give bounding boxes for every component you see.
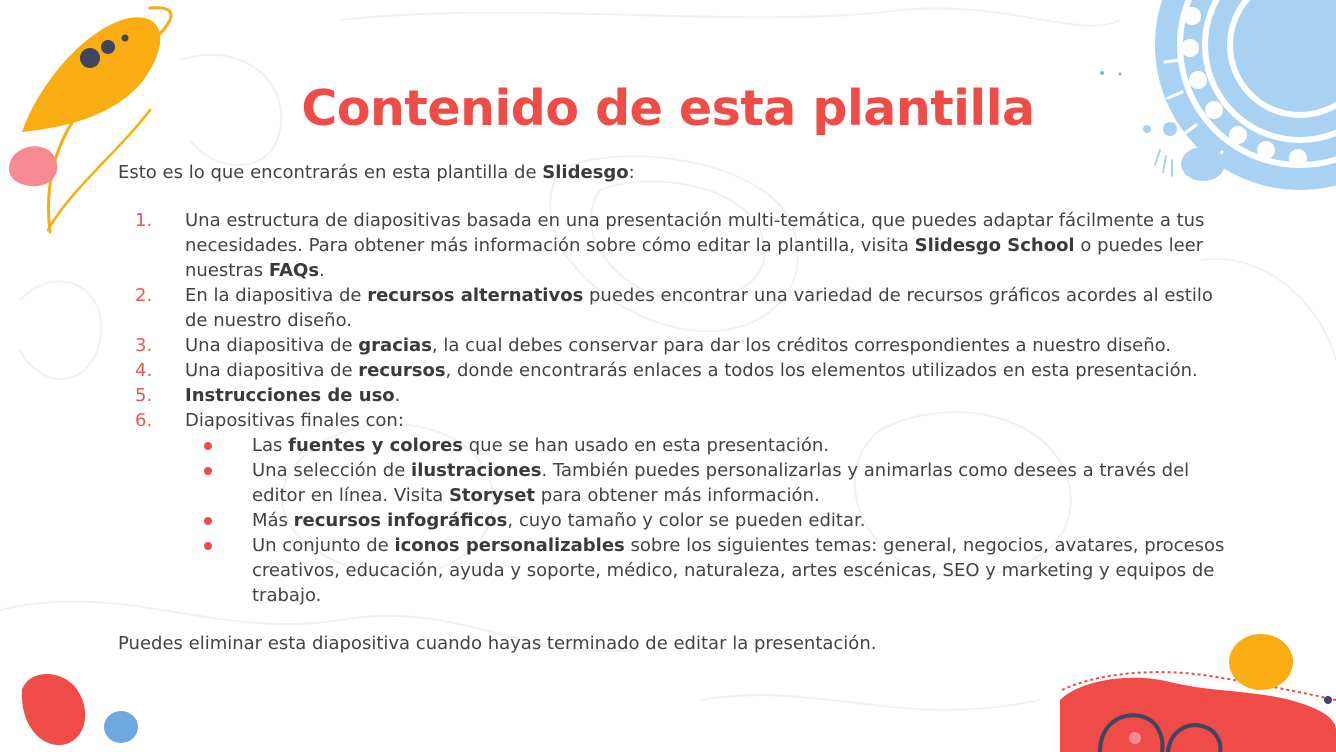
intro-end: : — [628, 162, 635, 183]
item-text: En la diapositiva de — [185, 285, 368, 306]
list-item — [118, 208, 1228, 283]
contents-list — [118, 208, 1228, 608]
item-text: Las — [252, 435, 289, 456]
intro-paragraph — [118, 160, 1228, 185]
list-item — [118, 333, 1228, 358]
list-item — [118, 283, 1228, 333]
item-text: Una selección de — [252, 460, 412, 481]
sub-list-item — [185, 533, 1228, 608]
item-text: para obtener más información. — [535, 485, 820, 506]
slide-title: Contenido de esta plantilla — [301, 80, 1035, 137]
storyset-link[interactable]: Storyset — [448, 485, 536, 506]
item-bold: ilustraciones — [411, 460, 542, 481]
brand-name: Slidesgo — [542, 162, 629, 183]
red-blob-decoration — [22, 674, 85, 745]
bullet-icon — [204, 517, 212, 525]
item-text: puedes encontrar una variedad de recursos gráficos acordes al estilo de nuestro diseño. — [185, 285, 1213, 331]
bullet-icon — [204, 442, 212, 450]
blue-dot-decoration — [104, 711, 138, 743]
pink-blob-decoration — [9, 146, 58, 186]
bullet-icon — [204, 467, 212, 475]
bullet-icon — [204, 542, 212, 550]
slidesgo-school-link[interactable]: Slidesgo School — [914, 235, 1075, 256]
item-bold: iconos personalizables — [394, 535, 625, 556]
item-text: Una diapositiva de — [185, 360, 359, 381]
list-item — [118, 383, 1228, 408]
item-bold: recursos — [358, 360, 446, 381]
list-number: 3. — [135, 335, 153, 356]
list-number: 5. — [135, 385, 153, 406]
item-text: Diapositivas finales con: — [185, 410, 404, 431]
item-bold: gracias — [358, 335, 432, 356]
list-number: 1. — [135, 210, 153, 231]
sub-list — [185, 433, 1228, 608]
item-text: , la cual debes conservar para dar los créditos correspondientes a nuestro diseño. — [431, 335, 1172, 356]
item-text: Un conjunto de — [252, 535, 395, 556]
item-bold: Instrucciones de uso — [185, 385, 395, 406]
item-bold: recursos infográficos — [293, 510, 508, 531]
sub-list-item — [185, 433, 1228, 458]
faqs-link[interactable]: FAQs — [268, 260, 320, 281]
list-number: 6. — [135, 410, 153, 431]
item-text: Una estructura de diapositivas basada en una presentación multi-temática, que puedes adaptar fácilmente a tus necesidades. Para obtener más información sobre cómo editar la plantilla, visita — [185, 210, 1205, 256]
outro-paragraph: Puedes eliminar esta diapositiva cuando hayas terminado de editar la presentación. — [118, 633, 877, 654]
intro-text: Esto es lo que encontrarás en esta plantilla de — [118, 162, 543, 183]
item-text: que se han usado en esta presentación. — [463, 435, 830, 456]
content-body — [118, 160, 1228, 656]
item-bold: fuentes y colores — [288, 435, 464, 456]
list-item — [118, 358, 1228, 383]
item-text: . — [394, 385, 401, 406]
item-text: , cuyo tamaño y color se pueden editar. — [507, 510, 866, 531]
item-text: o puedes leer nuestras — [185, 235, 1204, 281]
list-item — [118, 408, 1228, 608]
item-bold: recursos alternativos — [367, 285, 584, 306]
list-number: 4. — [135, 360, 153, 381]
item-text: sobre los siguientes temas: general, negocios, avatares, procesos creativos, educación, ayuda y soporte, médico, naturaleza, artes escénicas, SEO y marketing y equipos de trabajo. — [252, 535, 1225, 606]
list-number: 2. — [135, 285, 153, 306]
item-text: Más — [252, 510, 294, 531]
sub-list-item — [185, 458, 1228, 508]
item-text: Una diapositiva de — [185, 335, 359, 356]
item-text: . — [319, 260, 325, 281]
item-text: , donde encontrarás enlaces a todos los elementos utilizados en esta presentación. — [445, 360, 1198, 381]
item-text: . También puedes personalizarlas y animarlas como desees a través del editor en línea. Visita — [252, 460, 1190, 506]
sub-list-item — [185, 508, 1228, 533]
